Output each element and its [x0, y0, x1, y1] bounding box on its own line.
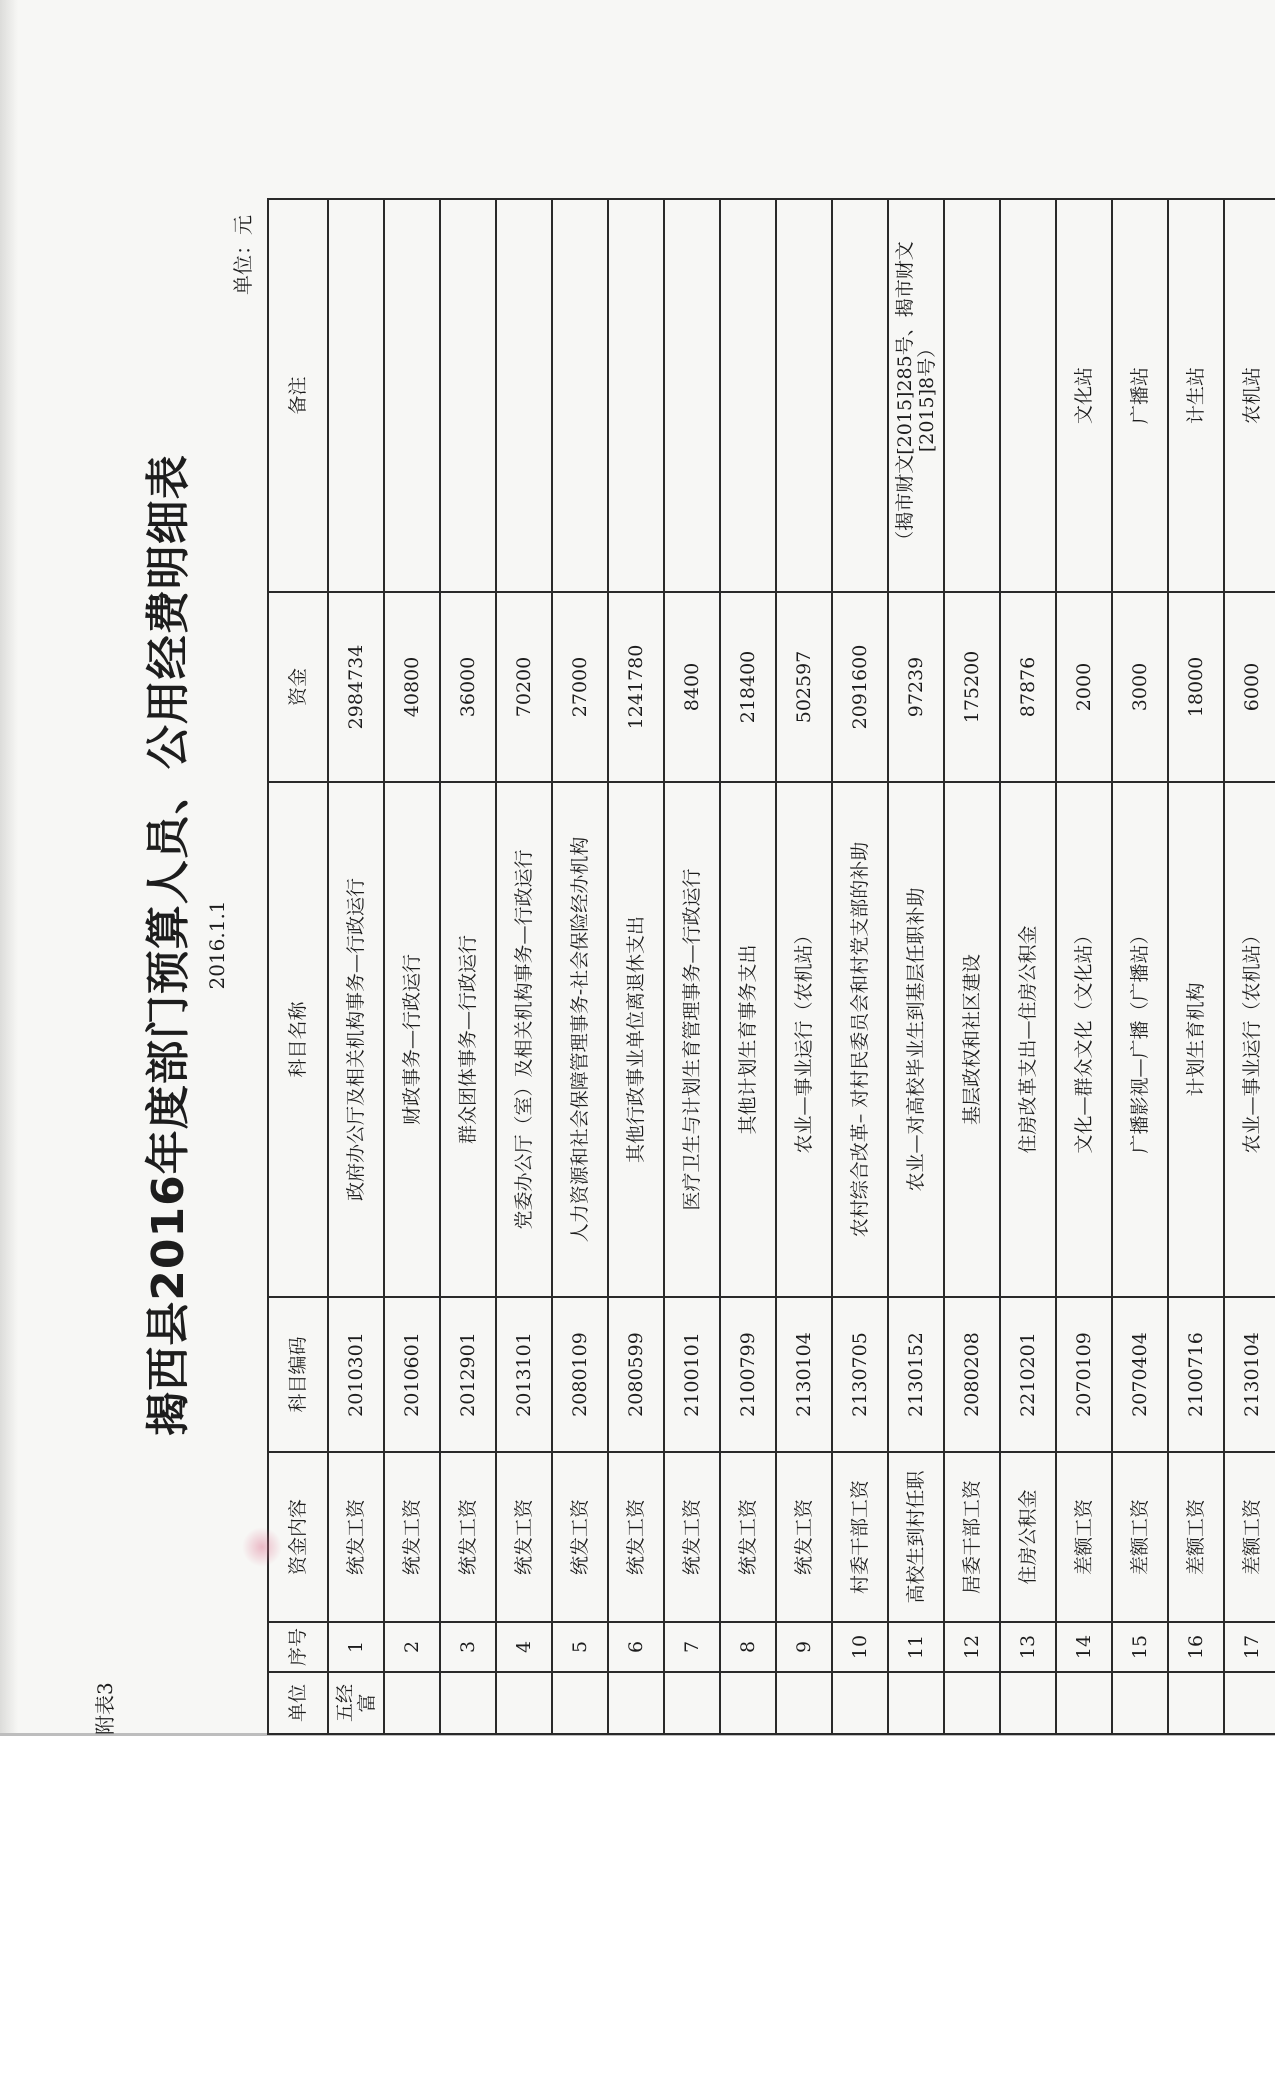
header-code: 科目编码 — [268, 1297, 328, 1452]
cell-amount: 40800 — [384, 592, 440, 782]
cell-code: 2210201 — [1000, 1297, 1056, 1452]
cell-subject-name: 农业—事业运行（农机站） — [1224, 782, 1275, 1297]
cell-unit — [440, 1672, 496, 1734]
cell-content: 统发工资 — [664, 1452, 720, 1622]
table-row — [608, 199, 664, 1734]
cell-subject-name: 农村综合改革– 对村民委员会和村党支部的补助 — [832, 782, 888, 1297]
cell-note — [720, 199, 776, 592]
cell-code: 2100101 — [664, 1297, 720, 1452]
cell-content: 居委干部工资 — [944, 1452, 1000, 1622]
cell-note — [440, 199, 496, 592]
cell-note: 计生站 — [1168, 199, 1224, 592]
cell-subject-name: 人力资源和社会保障管理事务-社会保险经办机构 — [552, 782, 608, 1297]
header-unit: 单位 — [268, 1672, 328, 1734]
funding-table — [267, 198, 1275, 1735]
cell-content: 统发工资 — [720, 1452, 776, 1622]
table-row — [888, 199, 944, 1734]
header-subject-name: 科目名称 — [268, 782, 328, 1297]
table-row — [496, 199, 552, 1734]
table-row — [776, 199, 832, 1734]
header-seq: 序号 — [268, 1622, 328, 1672]
cell-content: 差额工资 — [1112, 1452, 1168, 1622]
cell-note — [384, 199, 440, 592]
cell-unit — [832, 1672, 888, 1734]
cell-unit — [496, 1672, 552, 1734]
cell-subject-name: 住房改革支出—住房公积金 — [1000, 782, 1056, 1297]
unit-label: 单位：元 — [231, 215, 255, 295]
cell-amount: 27000 — [552, 592, 608, 782]
cell-note — [944, 199, 1000, 592]
cell-note — [496, 199, 552, 592]
cell-note — [832, 199, 888, 592]
header-content: 资金内容 — [268, 1452, 328, 1622]
cell-amount: 6000 — [1224, 592, 1275, 782]
cell-amount: 8400 — [664, 592, 720, 782]
rotated-document — [67, 175, 1263, 1735]
cell-unit — [1112, 1672, 1168, 1734]
cell-subject-name: 农业—对高校毕业生到基层任职补助 — [888, 782, 944, 1297]
cell-amount: 2000 — [1056, 592, 1112, 782]
cell-code: 2010601 — [384, 1297, 440, 1452]
cell-content: 统发工资 — [440, 1452, 496, 1622]
cell-code: 2010301 — [328, 1297, 384, 1452]
cell-seq: 6 — [608, 1622, 664, 1672]
table-row — [944, 199, 1000, 1734]
cell-content: 村委干部工资 — [832, 1452, 888, 1622]
cell-subject-name: 计划生育机构 — [1168, 782, 1224, 1297]
cell-note: 广播站 — [1112, 199, 1168, 592]
cell-content: 统发工资 — [608, 1452, 664, 1622]
cell-content: 住房公积金 — [1000, 1452, 1056, 1622]
cell-content: 统发工资 — [328, 1452, 384, 1622]
cell-code: 2080599 — [608, 1297, 664, 1452]
header-amount: 资金 — [268, 592, 328, 782]
cell-amount: 1241780 — [608, 592, 664, 782]
cell-amount: 218400 — [720, 592, 776, 782]
cell-content: 差额工资 — [1056, 1452, 1112, 1622]
table-row — [328, 199, 384, 1734]
cell-code: 2070404 — [1112, 1297, 1168, 1452]
cell-unit — [944, 1672, 1000, 1734]
cell-amount: 175200 — [944, 592, 1000, 782]
cell-unit — [1056, 1672, 1112, 1734]
cell-content: 差额工资 — [1168, 1452, 1224, 1622]
cell-seq: 17 — [1224, 1622, 1275, 1672]
table-row — [1224, 199, 1275, 1734]
cell-unit — [1168, 1672, 1224, 1734]
cell-note — [552, 199, 608, 592]
cell-subject-name: 基层政权和社区建设 — [944, 782, 1000, 1297]
red-seal-mark — [242, 1527, 282, 1567]
cell-unit — [552, 1672, 608, 1734]
cell-code: 2070109 — [1056, 1297, 1112, 1452]
table-row — [832, 199, 888, 1734]
cell-code: 2130104 — [1224, 1297, 1275, 1452]
cell-subject-name: 财政事务—行政运行 — [384, 782, 440, 1297]
table-row — [1056, 199, 1112, 1734]
cell-content: 高校生到村任职 — [888, 1452, 944, 1622]
table-body — [328, 199, 1275, 1734]
cell-unit — [776, 1672, 832, 1734]
cell-content: 统发工资 — [384, 1452, 440, 1622]
cell-seq: 1 — [328, 1622, 384, 1672]
cell-amount: 87876 — [1000, 592, 1056, 782]
cell-unit — [888, 1672, 944, 1734]
annex-label: 附表3 — [93, 1682, 117, 1735]
cell-seq: 9 — [776, 1622, 832, 1672]
document-title: 揭西县2016年度部门预算人员、公用经费明细表 — [143, 454, 194, 1436]
table-row — [664, 199, 720, 1734]
cell-content: 统发工资 — [552, 1452, 608, 1622]
cell-note — [328, 199, 384, 592]
cell-note — [1000, 199, 1056, 592]
cell-unit — [1224, 1672, 1275, 1734]
cell-unit — [1000, 1672, 1056, 1734]
document-date: 2016.1.1 — [205, 900, 229, 990]
cell-code: 2100799 — [720, 1297, 776, 1452]
cell-subject-name: 政府办公厅及相关机构事务—行政运行 — [328, 782, 384, 1297]
cell-note — [776, 199, 832, 592]
cell-amount: 2091600 — [832, 592, 888, 782]
cell-unit: 五经富 — [328, 1672, 384, 1734]
cell-amount: 2984734 — [328, 592, 384, 782]
cell-amount: 97239 — [888, 592, 944, 782]
cell-seq: 7 — [664, 1622, 720, 1672]
cell-subject-name: 广播影视—广播（广播站） — [1112, 782, 1168, 1297]
cell-seq: 10 — [832, 1622, 888, 1672]
cell-code: 2080109 — [552, 1297, 608, 1452]
cell-seq: 15 — [1112, 1622, 1168, 1672]
cell-amount: 36000 — [440, 592, 496, 782]
cell-note: 文化站 — [1056, 199, 1112, 592]
cell-code: 2130705 — [832, 1297, 888, 1452]
cell-amount: 3000 — [1112, 592, 1168, 782]
cell-code: 2100716 — [1168, 1297, 1224, 1452]
cell-seq: 8 — [720, 1622, 776, 1672]
cell-code: 2130152 — [888, 1297, 944, 1452]
cell-content: 统发工资 — [496, 1452, 552, 1622]
table-row — [384, 199, 440, 1734]
cell-code: 2012901 — [440, 1297, 496, 1452]
header-note: 备注 — [268, 199, 328, 592]
cell-note: （揭市财文[2015]285号、揭市财文[2015]8号） — [888, 199, 944, 592]
cell-seq: 11 — [888, 1622, 944, 1672]
cell-amount: 18000 — [1168, 592, 1224, 782]
cell-unit — [384, 1672, 440, 1734]
cell-subject-name: 党委办公厅（室）及相关机构事务—行政运行 — [496, 782, 552, 1297]
cell-note — [608, 199, 664, 592]
table-row — [720, 199, 776, 1734]
cell-code: 2013101 — [496, 1297, 552, 1452]
cell-amount: 70200 — [496, 592, 552, 782]
cell-seq: 3 — [440, 1622, 496, 1672]
table-row — [1000, 199, 1056, 1734]
cell-seq: 2 — [384, 1622, 440, 1672]
cell-seq: 16 — [1168, 1622, 1224, 1672]
cell-subject-name: 医疗卫生与计划生育管理事务—行政运行 — [664, 782, 720, 1297]
table-row — [1112, 199, 1168, 1734]
cell-unit — [608, 1672, 664, 1734]
cell-subject-name: 农业—事业运行（农机站） — [776, 782, 832, 1297]
cell-code: 2080208 — [944, 1297, 1000, 1452]
cell-seq: 5 — [552, 1622, 608, 1672]
table-row — [552, 199, 608, 1734]
cell-subject-name: 文化—群众文化（文化站） — [1056, 782, 1112, 1297]
cell-seq: 12 — [944, 1622, 1000, 1672]
cell-subject-name: 其他行政事业单位离退休支出 — [608, 782, 664, 1297]
cell-content: 统发工资 — [776, 1452, 832, 1622]
table-row — [1168, 199, 1224, 1734]
cell-seq: 13 — [1000, 1622, 1056, 1672]
cell-note: 农机站 — [1224, 199, 1275, 592]
cell-code: 2130104 — [776, 1297, 832, 1452]
cell-seq: 14 — [1056, 1622, 1112, 1672]
table-header-row — [268, 199, 328, 1734]
cell-subject-name: 群众团体事务—行政运行 — [440, 782, 496, 1297]
cell-content: 差额工资 — [1224, 1452, 1275, 1622]
cell-note — [664, 199, 720, 592]
table-row — [440, 199, 496, 1734]
cell-unit — [664, 1672, 720, 1734]
cell-amount: 502597 — [776, 592, 832, 782]
cell-subject-name: 其他计划生育事务支出 — [720, 782, 776, 1297]
cell-unit — [720, 1672, 776, 1734]
cell-seq: 4 — [496, 1622, 552, 1672]
